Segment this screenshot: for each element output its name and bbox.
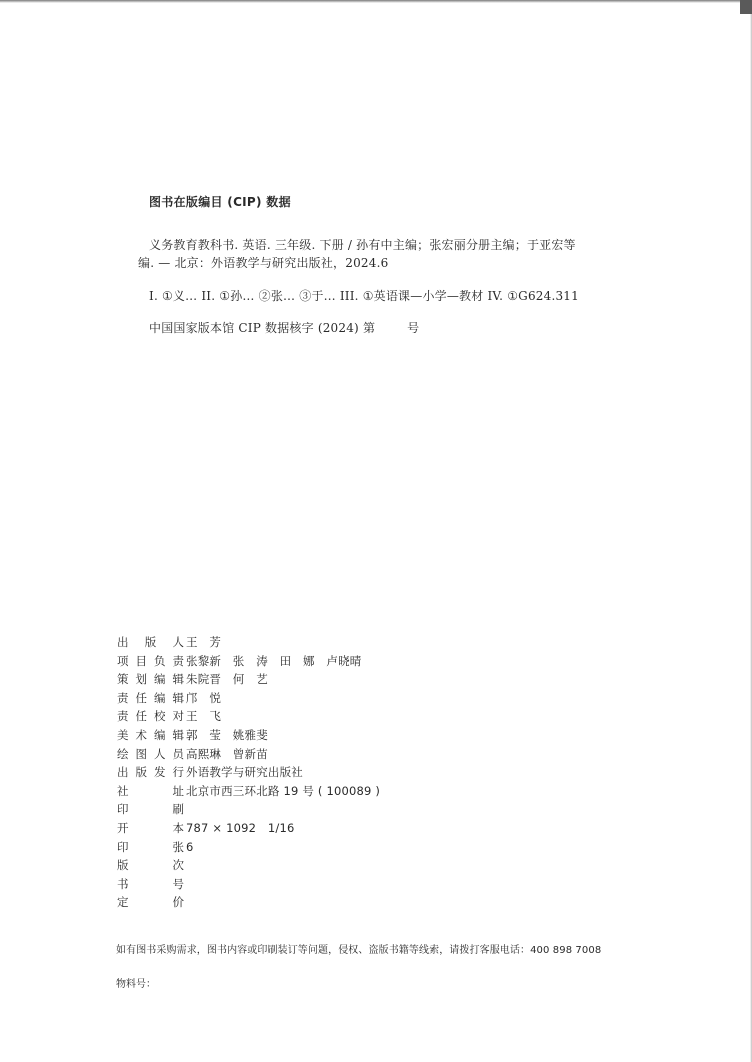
cip-record-prefix: 中国国家版本馆 CIP 数据核字 (2024) 第 [149, 321, 376, 335]
credit-row [117, 820, 617, 839]
credit-label-char: 对 [172, 709, 184, 724]
credit-label [117, 746, 184, 762]
customer-service-notice: 如有图书采购需求，图书内容或印刷装订等问题，侵权、盗版书籍等线索，请拨打客服电话：400 898 7008 [116, 945, 602, 956]
credit-label-char: 刷 [172, 802, 184, 817]
credit-label-char: 辑 [172, 727, 184, 742]
credit-label [117, 690, 184, 706]
credit-value: 王 飞 [186, 709, 222, 724]
credit-label [117, 727, 184, 743]
credit-label [117, 801, 184, 817]
credit-label-char: 行 [172, 765, 184, 780]
credit-label [117, 839, 184, 855]
cip-line-1: 义务教育教科书. 英语. 三年级. 下册 / 孙有中主编；张宏丽分册主编；于亚宏等 [149, 238, 576, 252]
credit-label [117, 876, 184, 892]
credit-label-char: 出 [117, 765, 129, 780]
credit-row [117, 857, 617, 876]
credit-label-char: 发 [154, 765, 166, 780]
credit-label [117, 671, 184, 687]
credit-row [117, 746, 617, 765]
credit-label [117, 708, 184, 724]
credit-value: 北京市西三环北路 19 号 ( 100089 ) [186, 783, 381, 798]
credit-label-char: 本 [172, 820, 184, 835]
credit-label-char: 社 [117, 783, 129, 798]
credit-label [117, 820, 184, 836]
credit-label-char: 开 [117, 820, 129, 835]
cip-title: 图书在版编目 (CIP) 数据 [149, 195, 291, 209]
scan-corner-mark [740, 0, 752, 14]
credit-label-char: 编 [154, 727, 166, 742]
credit-row [117, 690, 617, 709]
credit-value: 高熙琳 曾新苗 [186, 746, 268, 761]
credit-label-char: 定 [117, 895, 129, 910]
credit-label-char: 辑 [172, 672, 184, 687]
credit-value: 郭 莹 姚雅斐 [186, 727, 268, 742]
credit-label-char: 任 [135, 709, 147, 724]
credit-row [117, 801, 617, 820]
credit-label-char: 号 [172, 876, 184, 891]
credit-label [117, 764, 184, 780]
credit-label-char: 划 [135, 672, 147, 687]
cip-record-suffix: 号 [407, 321, 420, 335]
credit-label-char: 价 [172, 895, 184, 910]
credit-label-char: 员 [172, 746, 184, 761]
credit-row [117, 708, 617, 727]
credit-row [117, 634, 617, 653]
credit-label-char: 版 [144, 635, 157, 649]
credit-label-char: 张 [172, 839, 184, 854]
credit-label [117, 894, 184, 910]
credit-label-char: 印 [117, 839, 129, 854]
credit-label [117, 653, 184, 669]
credit-row [117, 876, 617, 895]
credit-label-char: 版 [135, 765, 147, 780]
credit-value: 朱院晋 何 艺 [186, 672, 268, 687]
credit-label-char: 责 [117, 690, 129, 705]
cip-record-number [149, 319, 419, 336]
credit-row [117, 671, 617, 690]
credit-label-char: 书 [117, 876, 129, 891]
credit-row [117, 653, 617, 672]
credit-row [117, 764, 617, 783]
credit-value: 6 [186, 839, 194, 854]
credit-label-char: 策 [117, 672, 129, 687]
credit-label-char: 任 [135, 690, 147, 705]
credit-value: 外语教学与研究出版社 [186, 765, 303, 780]
credit-label-char: 图 [135, 746, 147, 761]
credit-label-char: 绘 [117, 746, 129, 761]
credit-label-char: 项 [117, 653, 129, 668]
credit-value: 王 芳 [186, 635, 222, 649]
credit-label-char: 次 [172, 858, 184, 873]
credit-label-char: 辑 [172, 690, 184, 705]
credit-label-char: 编 [154, 672, 166, 687]
credit-label-char: 人 [172, 635, 184, 649]
credit-label-char: 负 [154, 653, 166, 668]
credit-row [117, 783, 617, 802]
credit-label-char: 出 [117, 635, 129, 649]
credit-label [117, 634, 184, 650]
credit-label-char: 责 [117, 709, 129, 724]
credit-label-char: 校 [154, 709, 166, 724]
credit-label-char: 印 [117, 802, 129, 817]
credit-label-char: 址 [172, 783, 184, 798]
credit-label [117, 857, 184, 873]
material-number-label: 物料号： [116, 979, 156, 990]
credit-row [117, 727, 617, 746]
scan-edge-top [0, 0, 752, 3]
credits-block [117, 634, 617, 913]
credit-label-char: 人 [154, 746, 166, 761]
credit-value: 张黎新 张 涛 田 娜 卢晓晴 [186, 653, 362, 668]
cip-classification: I. ①义… II. ①孙… ②张… ③于… III. ①英语课—小学—教材 IV. ①G624.311 [149, 289, 579, 303]
credit-label-char: 版 [117, 858, 129, 873]
credit-label-char: 编 [154, 690, 166, 705]
credit-label-char: 美 [117, 727, 129, 742]
cip-line-2: 编. — 北京：外语教学与研究出版社，2024.6 [138, 256, 389, 270]
credit-label [117, 783, 184, 799]
credit-label-char: 术 [135, 727, 147, 742]
credit-row [117, 839, 617, 858]
credit-label-char: 责 [172, 653, 184, 668]
credit-value: 787 × 1092 1/16 [186, 820, 295, 835]
credit-value: 邝 悦 [186, 690, 222, 705]
credit-label-char: 目 [135, 653, 147, 668]
credit-row [117, 894, 617, 913]
